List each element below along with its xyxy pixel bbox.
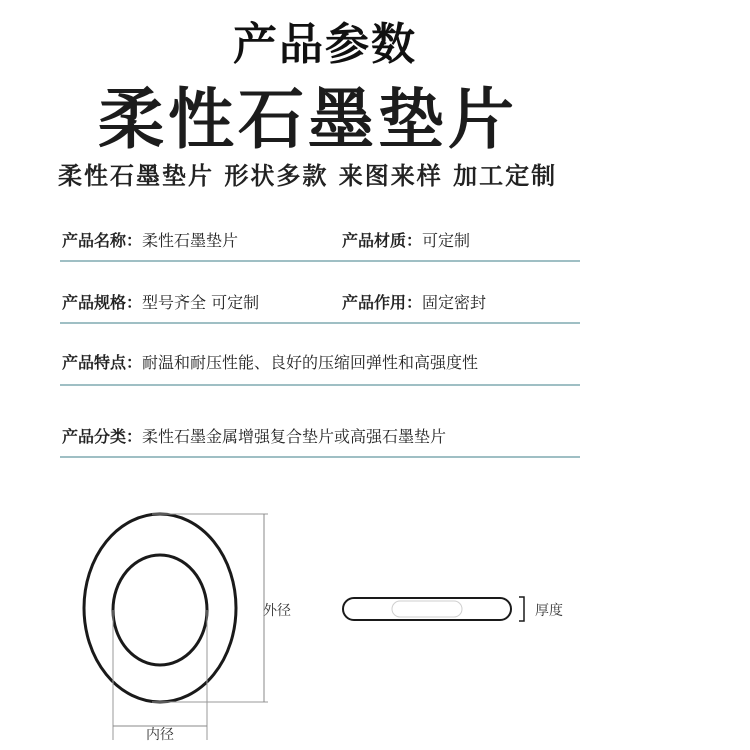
spec-value: 耐温和耐压性能、良好的压缩回弹性和高强度性	[142, 353, 479, 372]
row-divider	[60, 260, 580, 262]
spec-value: 可定制	[422, 231, 471, 250]
spec-label: 产品作用：	[342, 293, 423, 312]
spec-label: 产品特点：	[62, 353, 143, 372]
inner-diameter-label: 内径	[146, 727, 174, 743]
spec-row-features	[60, 350, 580, 386]
spec-row-name-material	[60, 228, 580, 264]
spec-cell	[62, 290, 259, 313]
spec-cell	[62, 424, 446, 447]
page-title: 产品参数	[233, 19, 417, 70]
spec-value: 柔性石墨垫片	[142, 231, 239, 250]
spec-label: 产品材质：	[342, 231, 423, 250]
spec-value: 固定密封	[422, 293, 487, 312]
spec-value: 柔性石墨金属增强复合垫片或高强石墨垫片	[142, 427, 447, 446]
row-divider	[60, 322, 580, 324]
product-subtitle: 柔性石墨垫片 形状多款 来图来样 加工定制	[58, 162, 558, 190]
spec-cell	[62, 350, 478, 373]
outer-diameter-label: 外径	[263, 603, 291, 619]
gasket-outer-ring	[84, 514, 236, 702]
spec-cell	[62, 228, 238, 251]
spec-value: 型号齐全 可定制	[142, 293, 260, 312]
thickness-label: 厚度	[535, 603, 563, 619]
spec-cell	[342, 228, 470, 251]
spec-row-size-function	[60, 290, 580, 326]
spec-row-category	[60, 424, 580, 460]
spec-label: 产品分类：	[62, 427, 143, 446]
thickness-bracket	[519, 597, 524, 621]
row-divider	[60, 456, 580, 458]
spec-cell	[342, 290, 486, 313]
gasket-diagram	[0, 490, 750, 750]
gasket-side-highlight	[392, 601, 462, 617]
row-divider	[60, 384, 580, 386]
spec-label: 产品规格：	[62, 293, 143, 312]
gasket-inner-ring	[113, 555, 207, 665]
product-title: 柔性石墨垫片	[98, 81, 518, 158]
spec-label: 产品名称：	[62, 231, 143, 250]
